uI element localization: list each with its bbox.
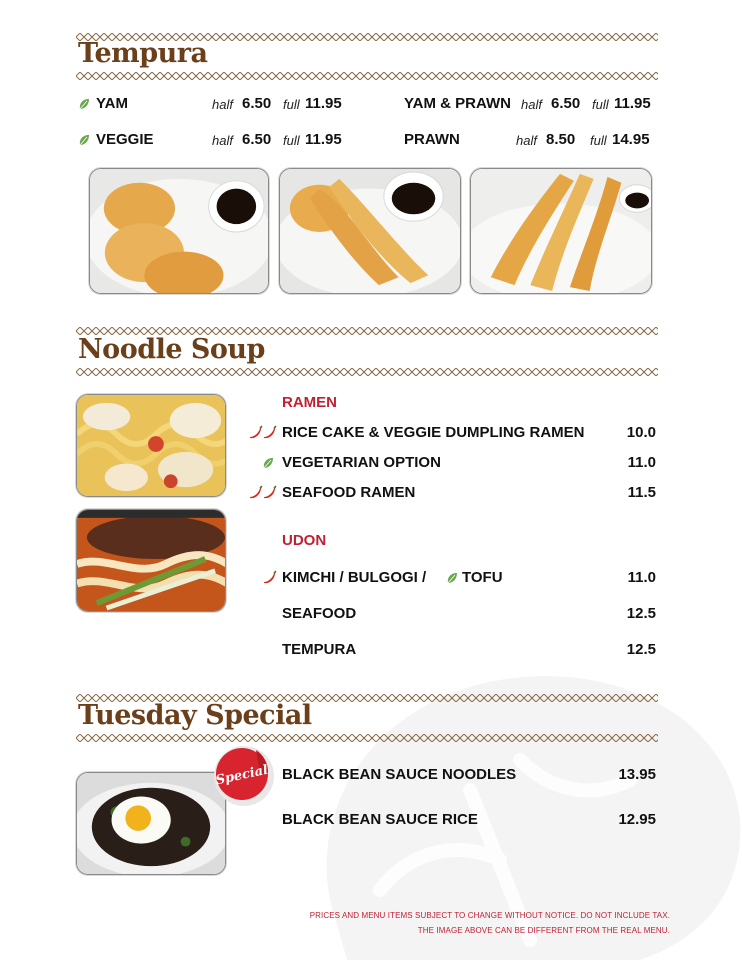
half-label: half: [516, 133, 537, 148]
section-title-tempura: Tempura: [78, 38, 208, 69]
notice-line-2: THE IMAGE ABOVE CAN BE DIFFERENT FROM THE REAL MENU.: [417, 926, 670, 935]
item-price: 13.95: [618, 766, 656, 783]
item-price: 10.0: [626, 424, 656, 441]
item-name: BLACK BEAN SAUCE RICE: [282, 811, 478, 828]
section-title-noodle-soup: Noodle Soup: [78, 334, 265, 365]
leaf-icon: [78, 98, 90, 110]
half-price: 6.50: [551, 95, 581, 112]
special-badge: [212, 744, 276, 808]
photo-prawn-yam-tempura: [279, 168, 461, 294]
item-price: 11.0: [627, 569, 656, 586]
full-price: 11.95: [614, 95, 651, 112]
item-name: VEGGIE: [96, 131, 154, 148]
photo-prawn-tempura: [470, 168, 652, 294]
item-price: 11.0: [627, 454, 656, 471]
half-label: half: [212, 97, 233, 112]
item-name: RICE CAKE & VEGGIE DUMPLING RAMEN: [282, 424, 585, 441]
photo-veggie-tempura: [89, 168, 269, 294]
full-label: full: [592, 97, 609, 112]
item-price: 12.5: [626, 605, 656, 622]
zigzag-border-bottom: [76, 72, 658, 80]
section-title-tuesday-special: Tuesday Special: [78, 700, 312, 731]
pepper-icon: [262, 570, 278, 584]
photo-ramen: [76, 394, 226, 497]
notice-line-1: PRICES AND MENU ITEMS SUBJECT TO CHANGE WITHOUT NOTICE. DO NOT INCLUDE TAX.: [309, 911, 670, 920]
full-price: 14.95: [612, 131, 650, 148]
half-price: 6.50: [242, 131, 272, 148]
photo-udon: [76, 509, 226, 612]
photo-black-bean-dish: [76, 772, 226, 875]
udon-heading: UDON: [282, 532, 327, 549]
item-name: BLACK BEAN SAUCE NOODLES: [282, 766, 517, 783]
item-price: 11.5: [627, 484, 656, 501]
half-label: half: [521, 97, 542, 112]
half-price: 6.50: [242, 95, 272, 112]
full-price: 11.95: [305, 131, 342, 148]
zigzag-border-bottom: [76, 734, 658, 742]
leaf-icon: [446, 572, 458, 584]
item-name-tofu: TOFU: [462, 569, 503, 586]
item-name: YAM: [96, 95, 128, 112]
special-badge-label: Special: [214, 762, 270, 789]
full-label: full: [590, 133, 607, 148]
half-label: half: [212, 133, 233, 148]
item-name: VEGETARIAN OPTION: [282, 454, 441, 471]
ramen-heading: RAMEN: [282, 394, 337, 411]
full-price: 11.95: [305, 95, 342, 112]
pepper-pair-icon: [248, 425, 278, 439]
item-name: PRAWN: [404, 131, 460, 148]
full-label: full: [283, 133, 300, 148]
item-name: SEAFOOD RAMEN: [282, 484, 416, 501]
item-name: YAM & PRAWN: [404, 95, 511, 112]
item-name: SEAFOOD: [282, 605, 357, 622]
item-name: TEMPURA: [282, 641, 357, 658]
half-price: 8.50: [546, 131, 576, 148]
item-name: KIMCHI / BULGOGI /: [282, 569, 427, 586]
item-price: 12.5: [626, 641, 656, 658]
full-label: full: [283, 97, 300, 112]
pepper-pair-icon: [248, 485, 278, 499]
leaf-icon: [262, 457, 274, 469]
item-price: 12.95: [618, 811, 656, 828]
zigzag-border-bottom: [76, 368, 658, 376]
leaf-icon: [78, 134, 90, 146]
